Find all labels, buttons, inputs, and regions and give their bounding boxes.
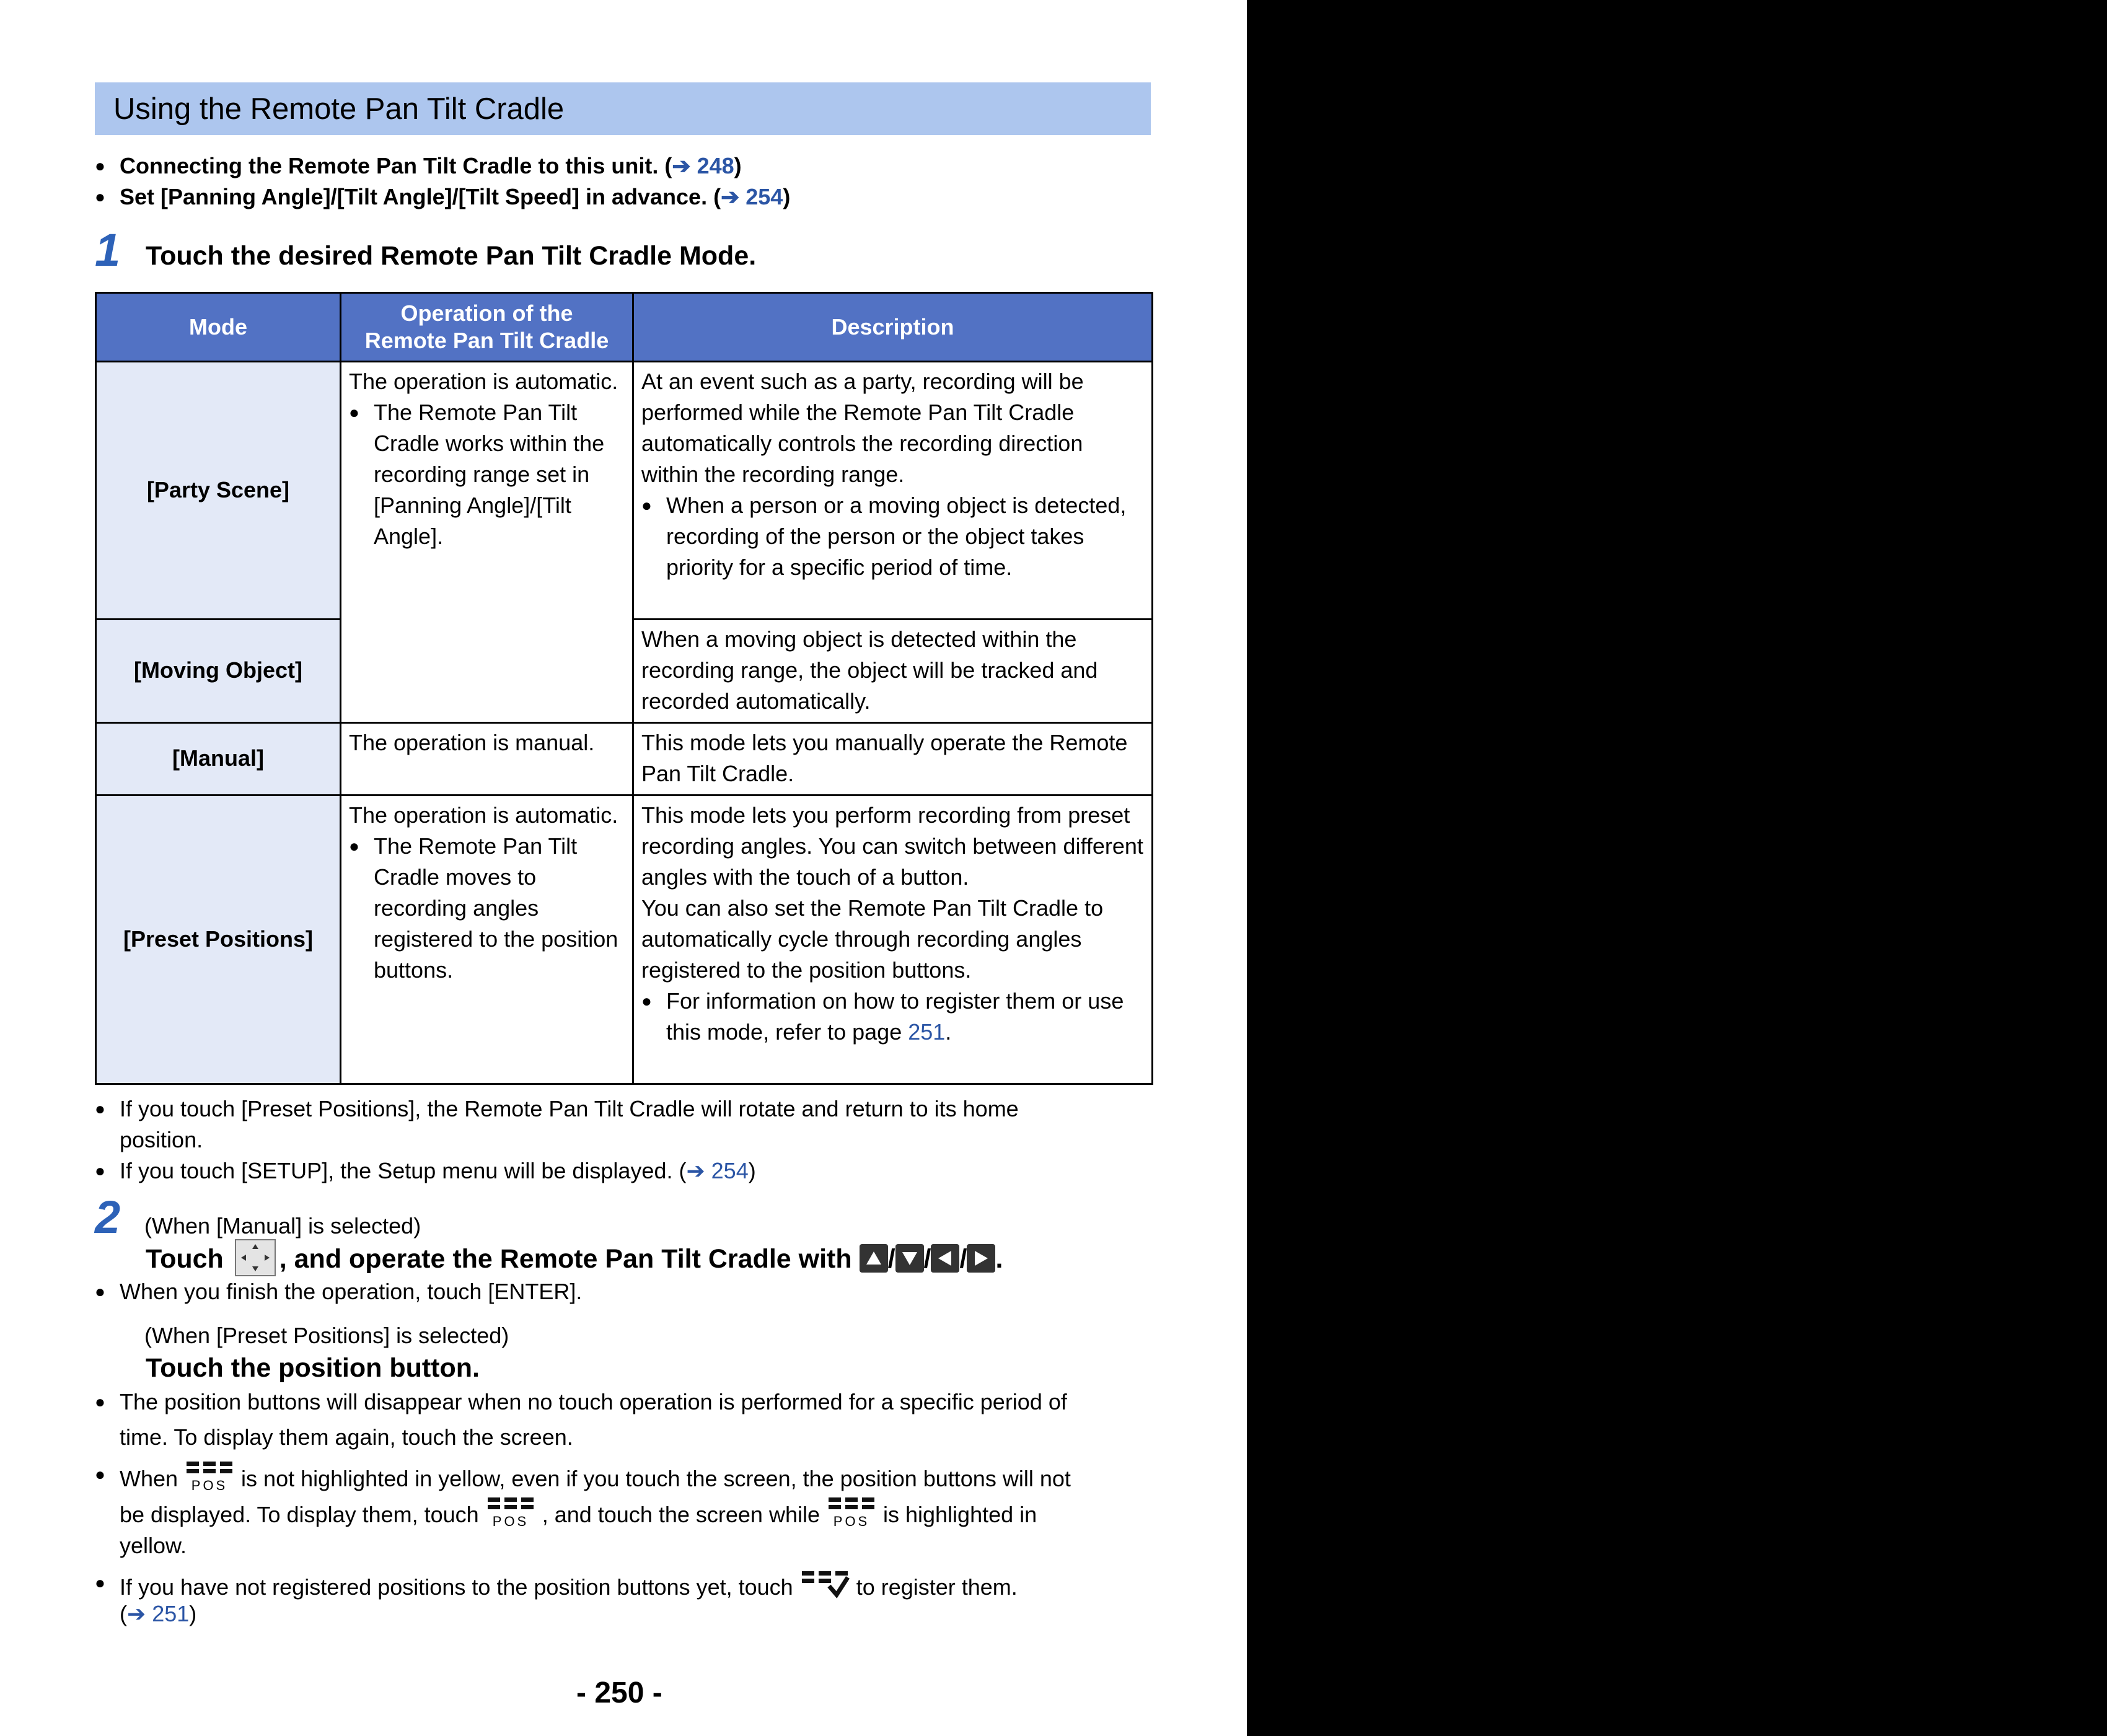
step-number: 2 bbox=[95, 1191, 121, 1243]
operation-cell: The operation is manual. bbox=[341, 723, 633, 796]
bullet-icon: ● bbox=[641, 991, 652, 1010]
pos-icon[interactable] bbox=[484, 1495, 537, 1538]
page-link[interactable]: ➔ 251 bbox=[127, 1601, 190, 1626]
page-link[interactable]: ➔ 248 bbox=[672, 153, 734, 178]
description-cell: At an event such as a party, recording will be performed while the Remote Pan Tilt Cradle automatically controls the recording direction within the recording range. ● When a person or a moving object is detected, recording of the person or the object takes priority for a specific period of time. bbox=[633, 362, 1153, 620]
bullet-icon: ● bbox=[95, 156, 105, 175]
step-number: 1 bbox=[95, 224, 121, 276]
mode-manual[interactable]: [Manual] bbox=[96, 723, 341, 796]
bullet-icon: ● bbox=[95, 1465, 105, 1484]
mode-moving-object[interactable]: [Moving Object] bbox=[96, 620, 341, 723]
mode-party-scene[interactable]: [Party Scene] bbox=[96, 362, 341, 620]
pos-register-icon[interactable] bbox=[798, 1567, 851, 1610]
table-header-row bbox=[96, 293, 1153, 362]
description-cell: When a moving object is detected within the recording range, the object will be tracked and recorded automatically. bbox=[633, 620, 1153, 723]
bullet-icon: ● bbox=[95, 1099, 105, 1118]
section-title: Using the Remote Pan Tilt Cradle bbox=[113, 92, 565, 126]
operation-cell: The operation is automatic. ● The Remote Pan Tilt Cradle works within the recording range set in [Panning Angle]/[Tilt Angle]. bbox=[341, 362, 633, 723]
arrow-icon: ➔ bbox=[686, 1158, 705, 1183]
bullet-icon: ● bbox=[95, 1282, 105, 1301]
mode-preset-positions[interactable]: [Preset Positions] bbox=[96, 796, 341, 1084]
step-instruction: Touch the position button. bbox=[146, 1353, 480, 1383]
bullet-icon: ● bbox=[95, 1161, 105, 1180]
page-link[interactable]: ➔ 254 bbox=[686, 1158, 749, 1183]
right-arrow-icon[interactable] bbox=[967, 1244, 995, 1273]
manual-page: Using the Remote Pan Tilt Cradle ● Connecting the Remote Pan Tilt Cradle to this unit. (➔ 248) ● Set [Panning Angle]/[Tilt Angle]/[Tilt Speed] in advance. (➔ 254) 1 Touch the desired Remote Pan Tilt Cradle Mode. Mode Operation of the Remote Pan Tilt Cradle Description [Party Scene] The operation is automatic. ● The Remote Pan Tilt Cradle works within the recording range set in [Panning Angle]/[Tilt Angle]. At an event such as a party, recording will be performed while the Remote Pan Tilt Cradle automatically controls the recording direction within the recording range. ● When a person or a moving object is detected, recording of the person or the object takes priority for a specific period of time. [Moving Object] When a moving object is detected within the recording range, the object will be tracked and recorded automatically. [Manual] The operation is manual. This mode lets you manually operate the Remote Pan Tilt Cradle. [Preset Positions] The operation is automatic. ● The Remote Pan Tilt Cradle moves to recording angles registered to the position buttons. This mode lets you perform recording from preset recording angles. You can switch between different angles with the touch of a button. You can also set the Remote Pan Tilt Cradle to automatically cycle through recording angles registered to the position buttons. ● For information on how to register them or use this mode, refer to page 251. ● If you touch [Preset Positions], the Remote Pan Tilt Cradle will rotate and return to its home position. ● If you touch [SETUP], the Setup menu will be displayed. (➔ 254) 2 (When [Manual] is selected) Touch , and operate the Remote Pan Tilt Cradle with / / / . ● When you finish the operation, touch [ENTER]. (When [Preset Positions] is selected) Touch the position button. ● The position buttons will disappear when no touch operation is performed for a specific period of time. To display them again, touch the screen. ● When POS is not highlighted in yellow, even if you touch the screen, the position buttons will not be displayed. To display them, touch POS , and touch the screen while POS is highlighted in yellow. ● If you have not registered positions to the position buttons yet, touch to register them. (➔ 251) - 250 - bbox=[0, 0, 1247, 1736]
step-instruction: Touch the desired Remote Pan Tilt Cradle Mode. bbox=[146, 241, 757, 271]
bullet-icon: ● bbox=[641, 496, 652, 515]
arrow-icon: ➔ bbox=[721, 184, 740, 209]
operation-cell: The operation is automatic. ● The Remote Pan Tilt Cradle moves to recording angles registered to the position buttons. bbox=[341, 796, 633, 1084]
page-link[interactable]: 251 bbox=[908, 1019, 946, 1045]
svg-text:POS: POS bbox=[492, 1514, 529, 1529]
col-header-description: Description bbox=[633, 293, 1153, 362]
bullet-icon: ● bbox=[349, 836, 359, 856]
page-link[interactable]: ➔ 254 bbox=[721, 184, 783, 209]
condition-label: (When [Manual] is selected) bbox=[144, 1213, 421, 1238]
table-row bbox=[96, 362, 1153, 620]
svg-text:POS: POS bbox=[833, 1514, 870, 1529]
direction-pad-icon[interactable] bbox=[235, 1239, 276, 1276]
section-header bbox=[95, 82, 1151, 135]
pos-icon[interactable] bbox=[825, 1495, 878, 1538]
step-instruction: Touch , and operate the Remote Pan Tilt Cradle with / / / . bbox=[146, 1239, 1003, 1276]
col-header-operation: Operation of the Remote Pan Tilt Cradle bbox=[341, 293, 633, 362]
left-arrow-icon[interactable] bbox=[931, 1244, 959, 1273]
table-row bbox=[96, 723, 1153, 796]
svg-text:POS: POS bbox=[191, 1478, 228, 1493]
bullet-icon: ● bbox=[95, 187, 105, 206]
up-arrow-icon[interactable] bbox=[860, 1244, 888, 1273]
description-cell: This mode lets you manually operate the Remote Pan Tilt Cradle. bbox=[633, 723, 1153, 796]
table-row bbox=[96, 796, 1153, 1084]
arrow-icon: ➔ bbox=[672, 153, 691, 178]
bullet-icon: ● bbox=[349, 403, 359, 422]
bullet-icon: ● bbox=[95, 1573, 105, 1592]
mode-table bbox=[95, 292, 1153, 1085]
page-number: - 250 - bbox=[576, 1677, 662, 1709]
col-header-mode: Mode bbox=[96, 293, 341, 362]
down-arrow-icon[interactable] bbox=[895, 1244, 924, 1273]
bullet-icon: ● bbox=[95, 1392, 105, 1411]
arrow-icon: ➔ bbox=[127, 1601, 146, 1626]
description-cell: This mode lets you perform recording from preset recording angles. You can switch between different angles with the touch of a button. You can also set the Remote Pan Tilt Cradle to automatically cycle through recording angles registered to the position buttons. ● For information on how to register them or use this mode, refer to page 251. bbox=[633, 796, 1153, 1084]
condition-label: (When [Preset Positions] is selected) bbox=[144, 1323, 509, 1348]
black-margin-panel bbox=[1247, 0, 2107, 1736]
